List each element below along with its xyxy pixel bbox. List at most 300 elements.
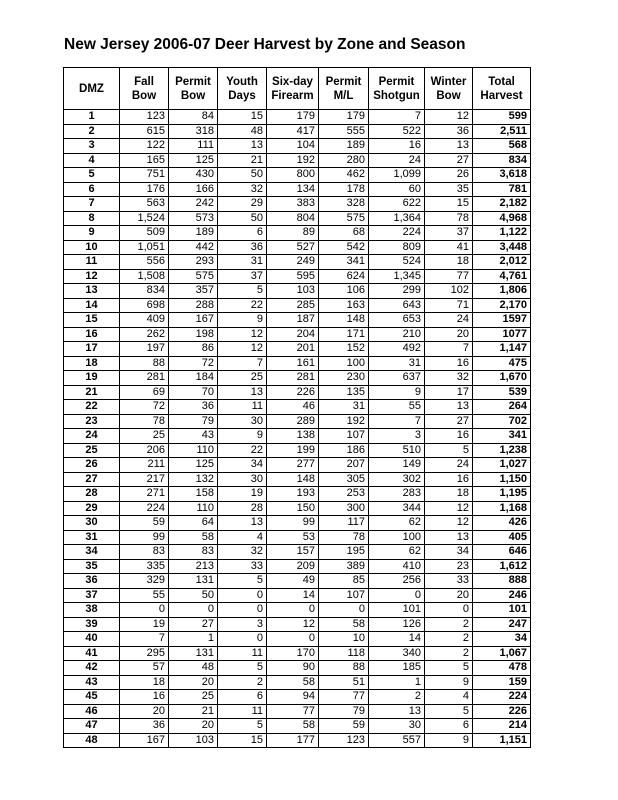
total-cell: 2,511 xyxy=(473,124,531,139)
harvest-cell: 217 xyxy=(120,472,169,487)
harvest-cell: 26 xyxy=(425,168,473,183)
harvest-cell: 328 xyxy=(319,197,369,212)
harvest-cell: 383 xyxy=(267,197,319,212)
harvest-cell: 89 xyxy=(267,226,319,241)
harvest-cell: 522 xyxy=(369,124,425,139)
column-header-line: Bow xyxy=(131,89,157,102)
total-cell: 1,670 xyxy=(473,371,531,386)
harvest-cell: 88 xyxy=(120,356,169,371)
harvest-cell: 210 xyxy=(369,327,425,342)
harvest-cell: 70 xyxy=(169,385,218,400)
total-cell: 34 xyxy=(473,632,531,647)
total-cell: 1,151 xyxy=(473,733,531,748)
harvest-cell: 36 xyxy=(425,124,473,139)
harvest-cell: 409 xyxy=(120,313,169,328)
harvest-cell: 186 xyxy=(319,443,369,458)
dmz-cell: 19 xyxy=(64,371,120,386)
harvest-cell: 165 xyxy=(120,153,169,168)
harvest-cell: 204 xyxy=(267,327,319,342)
harvest-cell: 643 xyxy=(369,298,425,313)
table-row xyxy=(64,124,531,139)
total-cell: 2,012 xyxy=(473,255,531,270)
harvest-cell: 25 xyxy=(218,371,267,386)
harvest-cell: 192 xyxy=(319,414,369,429)
harvest-cell: 148 xyxy=(267,472,319,487)
harvest-cell: 13 xyxy=(218,516,267,531)
harvest-cell: 33 xyxy=(425,574,473,589)
harvest-cell: 53 xyxy=(267,530,319,545)
header-row xyxy=(64,68,531,110)
harvest-cell: 575 xyxy=(319,211,369,226)
dmz-cell: 6 xyxy=(64,182,120,197)
dmz-cell: 14 xyxy=(64,298,120,313)
table-row xyxy=(64,240,531,255)
harvest-cell: 0 xyxy=(267,632,319,647)
table-row xyxy=(64,429,531,444)
harvest-cell: 88 xyxy=(319,661,369,676)
harvest-cell: 99 xyxy=(267,516,319,531)
harvest-cell: 357 xyxy=(169,284,218,299)
total-cell: 2,182 xyxy=(473,197,531,212)
harvest-cell: 148 xyxy=(319,313,369,328)
harvest-cell: 271 xyxy=(120,487,169,502)
total-cell: 1077 xyxy=(473,327,531,342)
harvest-cell: 213 xyxy=(169,559,218,574)
harvest-cell: 22 xyxy=(218,298,267,313)
harvest-cell: 492 xyxy=(369,342,425,357)
harvest-cell: 20 xyxy=(425,327,473,342)
column-header-line: Permit xyxy=(175,75,211,88)
harvest-cell: 49 xyxy=(267,574,319,589)
harvest-cell: 7 xyxy=(218,356,267,371)
harvest-cell: 344 xyxy=(369,501,425,516)
harvest-cell: 751 xyxy=(120,168,169,183)
dmz-cell: 13 xyxy=(64,284,120,299)
harvest-cell: 804 xyxy=(267,211,319,226)
harvest-cell: 624 xyxy=(319,269,369,284)
harvest-cell: 285 xyxy=(267,298,319,313)
harvest-cell: 809 xyxy=(369,240,425,255)
total-cell: 1597 xyxy=(473,313,531,328)
harvest-cell: 226 xyxy=(267,385,319,400)
harvest-cell: 1,345 xyxy=(369,269,425,284)
dmz-cell: 29 xyxy=(64,501,120,516)
harvest-cell: 36 xyxy=(120,719,169,734)
table-row xyxy=(64,661,531,676)
harvest-cell: 24 xyxy=(425,313,473,328)
table-row xyxy=(64,182,531,197)
harvest-cell: 100 xyxy=(369,530,425,545)
harvest-cell: 41 xyxy=(425,240,473,255)
harvest-cell: 32 xyxy=(425,371,473,386)
harvest-cell: 192 xyxy=(267,153,319,168)
dmz-cell: 46 xyxy=(64,704,120,719)
harvest-cell: 14 xyxy=(369,632,425,647)
dmz-cell: 37 xyxy=(64,588,120,603)
harvest-cell: 22 xyxy=(218,443,267,458)
dmz-cell: 17 xyxy=(64,342,120,357)
harvest-cell: 340 xyxy=(369,646,425,661)
harvest-cell: 132 xyxy=(169,472,218,487)
harvest-cell: 5 xyxy=(218,719,267,734)
harvest-cell: 19 xyxy=(120,617,169,632)
table-row xyxy=(64,414,531,429)
harvest-cell: 299 xyxy=(369,284,425,299)
dmz-cell: 23 xyxy=(64,414,120,429)
harvest-cell: 13 xyxy=(425,530,473,545)
harvest-cell: 524 xyxy=(369,255,425,270)
harvest-cell: 2 xyxy=(425,646,473,661)
column-header-line: Bow xyxy=(180,89,206,102)
harvest-cell: 698 xyxy=(120,298,169,313)
harvest-cell: 55 xyxy=(369,400,425,415)
harvest-cell: 615 xyxy=(120,124,169,139)
harvest-cell: 83 xyxy=(169,545,218,560)
harvest-cell: 305 xyxy=(319,472,369,487)
harvest-cell: 57 xyxy=(120,661,169,676)
harvest-cell: 64 xyxy=(169,516,218,531)
column-header-line: Youth xyxy=(226,75,258,88)
harvest-cell: 28 xyxy=(218,501,267,516)
harvest-cell: 150 xyxy=(267,501,319,516)
harvest-cell: 242 xyxy=(169,197,218,212)
total-cell: 405 xyxy=(473,530,531,545)
table-row xyxy=(64,472,531,487)
table-row xyxy=(64,632,531,647)
harvest-cell: 152 xyxy=(319,342,369,357)
table-row xyxy=(64,617,531,632)
total-cell: 1,612 xyxy=(473,559,531,574)
dmz-cell: 47 xyxy=(64,719,120,734)
harvest-cell: 107 xyxy=(319,588,369,603)
harvest-cell: 30 xyxy=(369,719,425,734)
total-cell: 539 xyxy=(473,385,531,400)
harvest-cell: 62 xyxy=(369,516,425,531)
harvest-cell: 207 xyxy=(319,458,369,473)
harvest-cell: 9 xyxy=(425,733,473,748)
harvest-cell: 122 xyxy=(120,139,169,154)
harvest-cell: 17 xyxy=(425,385,473,400)
harvest-cell: 224 xyxy=(369,226,425,241)
harvest-cell: 83 xyxy=(120,545,169,560)
harvest-cell: 4 xyxy=(218,530,267,545)
table-row xyxy=(64,197,531,212)
harvest-cell: 13 xyxy=(369,704,425,719)
harvest-cell: 179 xyxy=(267,110,319,125)
harvest-cell: 14 xyxy=(267,588,319,603)
harvest-cell: 34 xyxy=(425,545,473,560)
dmz-cell: 16 xyxy=(64,327,120,342)
harvest-cell: 230 xyxy=(319,371,369,386)
harvest-cell: 11 xyxy=(218,646,267,661)
harvest-cell: 262 xyxy=(120,327,169,342)
harvest-cell: 62 xyxy=(369,545,425,560)
column-header-line: Permit xyxy=(378,75,415,88)
harvest-cell: 12 xyxy=(218,327,267,342)
harvest-cell: 199 xyxy=(267,443,319,458)
harvest-cell: 86 xyxy=(169,342,218,357)
harvest-cell: 100 xyxy=(319,356,369,371)
table-row xyxy=(64,400,531,415)
harvest-cell: 9 xyxy=(218,429,267,444)
harvest-cell: 417 xyxy=(267,124,319,139)
harvest-cell: 653 xyxy=(369,313,425,328)
harvest-cell: 46 xyxy=(267,400,319,415)
harvest-cell: 12 xyxy=(218,342,267,357)
total-cell: 478 xyxy=(473,661,531,676)
harvest-cell: 34 xyxy=(218,458,267,473)
harvest-cell: 300 xyxy=(319,501,369,516)
harvest-cell: 24 xyxy=(369,153,425,168)
harvest-cell: 5 xyxy=(218,574,267,589)
harvest-cell: 197 xyxy=(120,342,169,357)
harvest-cell: 281 xyxy=(267,371,319,386)
harvest-cell: 573 xyxy=(169,211,218,226)
table-row xyxy=(64,675,531,690)
harvest-cell: 9 xyxy=(425,675,473,690)
harvest-cell: 32 xyxy=(218,545,267,560)
harvest-cell: 149 xyxy=(369,458,425,473)
harvest-cell: 167 xyxy=(169,313,218,328)
harvest-cell: 256 xyxy=(369,574,425,589)
harvest-cell: 1,524 xyxy=(120,211,169,226)
harvest-cell: 302 xyxy=(369,472,425,487)
harvest-cell: 21 xyxy=(218,153,267,168)
harvest-cell: 7 xyxy=(369,414,425,429)
harvest-cell: 5 xyxy=(425,661,473,676)
table-row xyxy=(64,342,531,357)
harvest-cell: 27 xyxy=(169,617,218,632)
column-header xyxy=(218,68,267,110)
table-row xyxy=(64,704,531,719)
harvest-cell: 166 xyxy=(169,182,218,197)
harvest-cell: 184 xyxy=(169,371,218,386)
harvest-cell: 31 xyxy=(369,356,425,371)
table-row xyxy=(64,153,531,168)
harvest-cell: 104 xyxy=(267,139,319,154)
harvest-cell: 224 xyxy=(120,501,169,516)
harvest-cell: 1,364 xyxy=(369,211,425,226)
harvest-cell: 126 xyxy=(369,617,425,632)
column-header xyxy=(473,68,531,110)
harvest-cell: 637 xyxy=(369,371,425,386)
dmz-cell: 34 xyxy=(64,545,120,560)
harvest-cell: 20 xyxy=(169,675,218,690)
total-cell: 159 xyxy=(473,675,531,690)
harvest-cell: 11 xyxy=(218,704,267,719)
total-cell: 1,067 xyxy=(473,646,531,661)
harvest-cell: 563 xyxy=(120,197,169,212)
harvest-cell: 176 xyxy=(120,182,169,197)
harvest-cell: 110 xyxy=(169,501,218,516)
harvest-cell: 2 xyxy=(425,632,473,647)
harvest-cell: 1 xyxy=(369,675,425,690)
harvest-cell: 30 xyxy=(218,472,267,487)
dmz-cell: 36 xyxy=(64,574,120,589)
harvest-cell: 800 xyxy=(267,168,319,183)
harvest-cell: 3 xyxy=(218,617,267,632)
table-body xyxy=(64,110,531,748)
harvest-cell: 198 xyxy=(169,327,218,342)
dmz-cell: 5 xyxy=(64,168,120,183)
harvest-cell: 51 xyxy=(319,675,369,690)
dmz-cell: 27 xyxy=(64,472,120,487)
harvest-cell: 35 xyxy=(425,182,473,197)
total-cell: 599 xyxy=(473,110,531,125)
harvest-cell: 55 xyxy=(120,588,169,603)
harvest-cell: 3 xyxy=(369,429,425,444)
harvest-cell: 131 xyxy=(169,646,218,661)
table-row xyxy=(64,284,531,299)
dmz-cell: 18 xyxy=(64,356,120,371)
column-header-line: Winter xyxy=(430,75,467,88)
harvest-cell: 19 xyxy=(218,487,267,502)
harvest-cell: 288 xyxy=(169,298,218,313)
harvest-cell: 283 xyxy=(369,487,425,502)
harvest-cell: 178 xyxy=(319,182,369,197)
table-row xyxy=(64,690,531,705)
dmz-cell: 48 xyxy=(64,733,120,748)
harvest-cell: 117 xyxy=(319,516,369,531)
column-header-line: DMZ xyxy=(79,82,104,95)
harvest-cell: 18 xyxy=(120,675,169,690)
column-header-line: Days xyxy=(228,89,256,102)
harvest-cell: 527 xyxy=(267,240,319,255)
harvest-cell: 107 xyxy=(319,429,369,444)
total-cell: 341 xyxy=(473,429,531,444)
harvest-cell: 102 xyxy=(425,284,473,299)
table-row xyxy=(64,139,531,154)
total-cell: 1,195 xyxy=(473,487,531,502)
harvest-cell: 575 xyxy=(169,269,218,284)
harvest-table xyxy=(63,67,531,748)
table-row xyxy=(64,574,531,589)
table-row xyxy=(64,371,531,386)
dmz-cell: 43 xyxy=(64,675,120,690)
harvest-cell: 206 xyxy=(120,443,169,458)
harvest-cell: 15 xyxy=(218,733,267,748)
harvest-cell: 20 xyxy=(120,704,169,719)
table-row xyxy=(64,313,531,328)
dmz-cell: 15 xyxy=(64,313,120,328)
harvest-cell: 622 xyxy=(369,197,425,212)
harvest-cell: 99 xyxy=(120,530,169,545)
harvest-cell: 462 xyxy=(319,168,369,183)
harvest-cell: 43 xyxy=(169,429,218,444)
harvest-cell: 50 xyxy=(169,588,218,603)
column-header-line: Total xyxy=(488,75,515,88)
harvest-cell: 23 xyxy=(425,559,473,574)
harvest-cell: 20 xyxy=(169,719,218,734)
harvest-cell: 16 xyxy=(120,690,169,705)
harvest-cell: 24 xyxy=(425,458,473,473)
harvest-cell: 834 xyxy=(120,284,169,299)
harvest-cell: 5 xyxy=(425,443,473,458)
harvest-cell: 110 xyxy=(169,443,218,458)
harvest-cell: 90 xyxy=(267,661,319,676)
harvest-cell: 50 xyxy=(218,211,267,226)
table-row xyxy=(64,458,531,473)
harvest-cell: 16 xyxy=(425,472,473,487)
harvest-cell: 13 xyxy=(218,139,267,154)
total-cell: 2,170 xyxy=(473,298,531,313)
dmz-cell: 35 xyxy=(64,559,120,574)
harvest-cell: 36 xyxy=(218,240,267,255)
dmz-cell: 39 xyxy=(64,617,120,632)
harvest-cell: 277 xyxy=(267,458,319,473)
dmz-cell: 22 xyxy=(64,400,120,415)
harvest-cell: 15 xyxy=(218,110,267,125)
harvest-cell: 59 xyxy=(120,516,169,531)
harvest-cell: 157 xyxy=(267,545,319,560)
total-cell: 475 xyxy=(473,356,531,371)
harvest-cell: 5 xyxy=(425,704,473,719)
harvest-cell: 5 xyxy=(218,661,267,676)
harvest-cell: 77 xyxy=(319,690,369,705)
harvest-cell: 1,051 xyxy=(120,240,169,255)
harvest-cell: 20 xyxy=(425,588,473,603)
table-row xyxy=(64,298,531,313)
harvest-cell: 410 xyxy=(369,559,425,574)
harvest-cell: 1,508 xyxy=(120,269,169,284)
dmz-cell: 41 xyxy=(64,646,120,661)
dmz-cell: 24 xyxy=(64,429,120,444)
harvest-cell: 31 xyxy=(218,255,267,270)
column-header-line: M/L xyxy=(333,89,354,102)
table-row xyxy=(64,255,531,270)
harvest-cell: 12 xyxy=(425,501,473,516)
harvest-cell: 161 xyxy=(267,356,319,371)
table-row xyxy=(64,603,531,618)
table-row xyxy=(64,487,531,502)
table-row xyxy=(64,356,531,371)
harvest-cell: 123 xyxy=(120,110,169,125)
harvest-cell: 158 xyxy=(169,487,218,502)
harvest-cell: 68 xyxy=(319,226,369,241)
harvest-cell: 595 xyxy=(267,269,319,284)
total-cell: 224 xyxy=(473,690,531,705)
harvest-cell: 0 xyxy=(218,588,267,603)
harvest-cell: 59 xyxy=(319,719,369,734)
column-header xyxy=(425,68,473,110)
harvest-cell: 0 xyxy=(218,603,267,618)
harvest-cell: 103 xyxy=(169,733,218,748)
harvest-cell: 7 xyxy=(425,342,473,357)
harvest-cell: 341 xyxy=(319,255,369,270)
harvest-cell: 12 xyxy=(425,110,473,125)
total-cell: 781 xyxy=(473,182,531,197)
harvest-cell: 79 xyxy=(169,414,218,429)
harvest-cell: 209 xyxy=(267,559,319,574)
column-header-line: Permit xyxy=(325,75,362,88)
column-header xyxy=(369,68,425,110)
harvest-cell: 10 xyxy=(319,632,369,647)
total-cell: 246 xyxy=(473,588,531,603)
harvest-cell: 0 xyxy=(267,603,319,618)
dmz-cell: 4 xyxy=(64,153,120,168)
harvest-cell: 1 xyxy=(169,632,218,647)
harvest-cell: 170 xyxy=(267,646,319,661)
total-cell: 101 xyxy=(473,603,531,618)
dmz-cell: 3 xyxy=(64,139,120,154)
harvest-cell: 179 xyxy=(319,110,369,125)
harvest-cell: 12 xyxy=(425,516,473,531)
dmz-cell: 8 xyxy=(64,211,120,226)
table-row xyxy=(64,719,531,734)
total-cell: 1,238 xyxy=(473,443,531,458)
table-header xyxy=(64,68,531,110)
harvest-cell: 37 xyxy=(218,269,267,284)
